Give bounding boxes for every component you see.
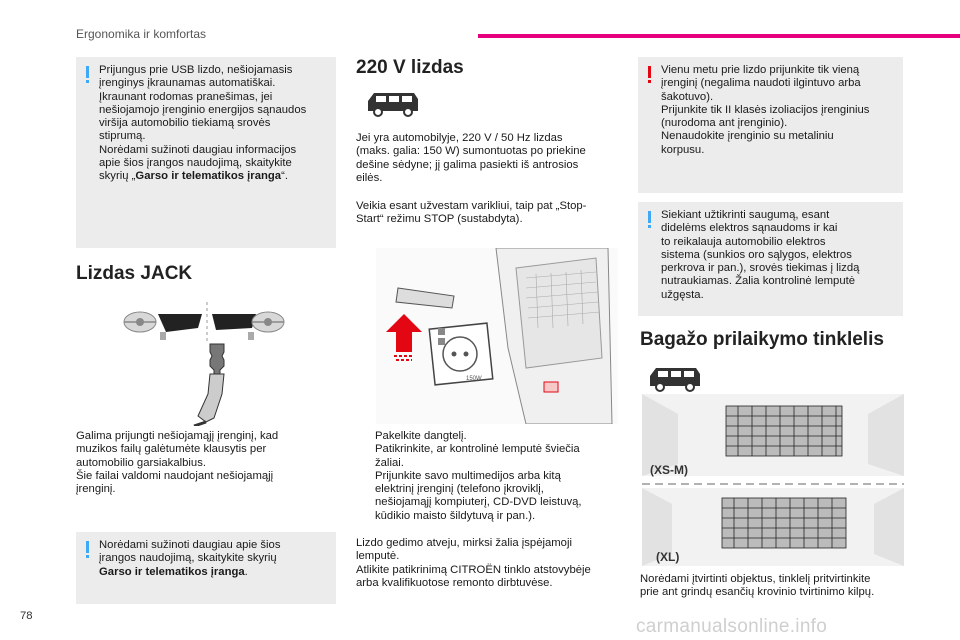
info-note-text: Siekiant užtikrinti saugumą, esant didelėms elektros sąnaudoms ir kai to reikalauja automobilio elektros sistema (sunkios oro sąlygos, elektros perkrova ir pan.), srovės tiekimas į lizdą nutraukiamas. Žalia kontrolinė lemputė užgęsta.	[661, 209, 860, 301]
socket-para-1: Jei yra automobilyje, 220 V / 50 Hz lizdas (maks. galia: 150 W) sumontuotas po priekine dešine sėdyne; jį galima pasiekti iš antrosios eilės.	[356, 132, 586, 184]
page-number: 78	[20, 610, 33, 622]
info-icon	[86, 66, 89, 78]
usb-note-text: Prijungus prie USB lizdo, nešiojamasis įrenginys įkraunamas automatiškai. Įkraunant rodomas pranešimas, jei nešiojamojo įrenginio energijos sąnaudos viršija automobilio tiekiamą srovės stiprumą. Norėdami sužinoti daugiau informacijos apie šios įrangos naudojimą, skaitykite skyrių „Garso ir telematikos įranga“.	[99, 64, 307, 183]
net-heading: Bagažo prilaikymo tinklelis	[640, 329, 884, 350]
dashboard-left	[158, 314, 202, 332]
steering-wheel-icon-right	[252, 312, 284, 332]
luggage-net-illustration	[642, 394, 904, 566]
jack-info-note	[76, 532, 336, 604]
socket-illustration	[376, 248, 618, 424]
jack-description: Galima prijungti nešiojamąjį įrenginį, kad muzikos failų galėtumėte klausytis per automobilio garsiakalbius. Šie failai valdomi naudojant nešiojamąjį įrenginį.	[76, 430, 279, 496]
size-label-xl: (XL)	[656, 550, 680, 564]
header-accent-bar	[478, 34, 960, 38]
list-item: Patikrinkite, ar kontrolinė lemputė šviečia žaliai.	[375, 443, 580, 469]
section-title: Ergonomika ir komfortas	[76, 27, 207, 41]
info-icon	[86, 541, 89, 553]
warning-icon	[648, 66, 651, 78]
list-item: Prijunkite savo multimedijos arba kitą elektrinį įrenginį (telefono įkroviklį, nešiojamąjį kompiuterį, CD-DVD leistuvą, kūdikio maisto šildytuvą ir pan.).	[375, 469, 582, 522]
warning-note-text: Vienu metu prie lizdo prijunkite tik vieną įrenginį (negalima naudoti ilgintuvo arba šakotuvo). Prijunkite tik II klasės izoliacijos įrenginius (nurodoma ant įrenginio). Nenaudokite įrenginio su metaliniu korpusu.	[661, 64, 870, 156]
socket-warning-note	[638, 57, 903, 193]
van-icon	[362, 89, 422, 119]
socket-para-3: Lizdo gedimo atveju, mirksi žalia įspėjamoji lemputė. Atlikite patikrinimą CITROËN tinklo atstovybėje arba kvalifikuotose remonto dirbtuvėse.	[356, 537, 591, 589]
socket-info-note	[638, 202, 903, 316]
size-label-xsm: (XS-M)	[650, 463, 688, 477]
jack-plug-icon	[194, 344, 224, 426]
socket-steps	[356, 430, 621, 523]
socket-para-2: Veikia esant užvestam varikliui, taip pat „Stop- Start“ režimu STOP (sustabdyta).	[356, 200, 587, 226]
info-icon	[648, 211, 651, 223]
steering-wheel-icon-left	[124, 312, 156, 332]
van-icon	[644, 364, 704, 394]
list-item: Pakelkite dangtelį.	[375, 430, 467, 442]
jack-note-text: Norėdami sužinoti daugiau apie šios įrangos naudojimą, skaitykite skyrių Garso ir telematikos įranga.	[99, 539, 281, 578]
usb-info-note	[76, 57, 336, 248]
jack-note-link: Garso ir telematikos įranga	[99, 565, 245, 578]
socket-power-badge: 150W	[466, 376, 482, 382]
dashboard-right	[212, 314, 256, 330]
jack-heading: Lizdas JACK	[76, 263, 193, 284]
net-xsm	[726, 406, 842, 456]
jack-illustration	[110, 298, 300, 426]
net-xl	[722, 498, 846, 548]
socket-heading: 220 V lizdas	[356, 57, 464, 78]
net-caption: Norėdami įtvirtinti objektus, tinklelį pritvirtinkite prie ant grindų esančių krovinio tvirtinimo kilpų.	[640, 573, 875, 599]
usb-note-link: Garso ir telematikos įranga	[135, 170, 282, 183]
watermark: carmanualsonline.info	[636, 616, 828, 637]
